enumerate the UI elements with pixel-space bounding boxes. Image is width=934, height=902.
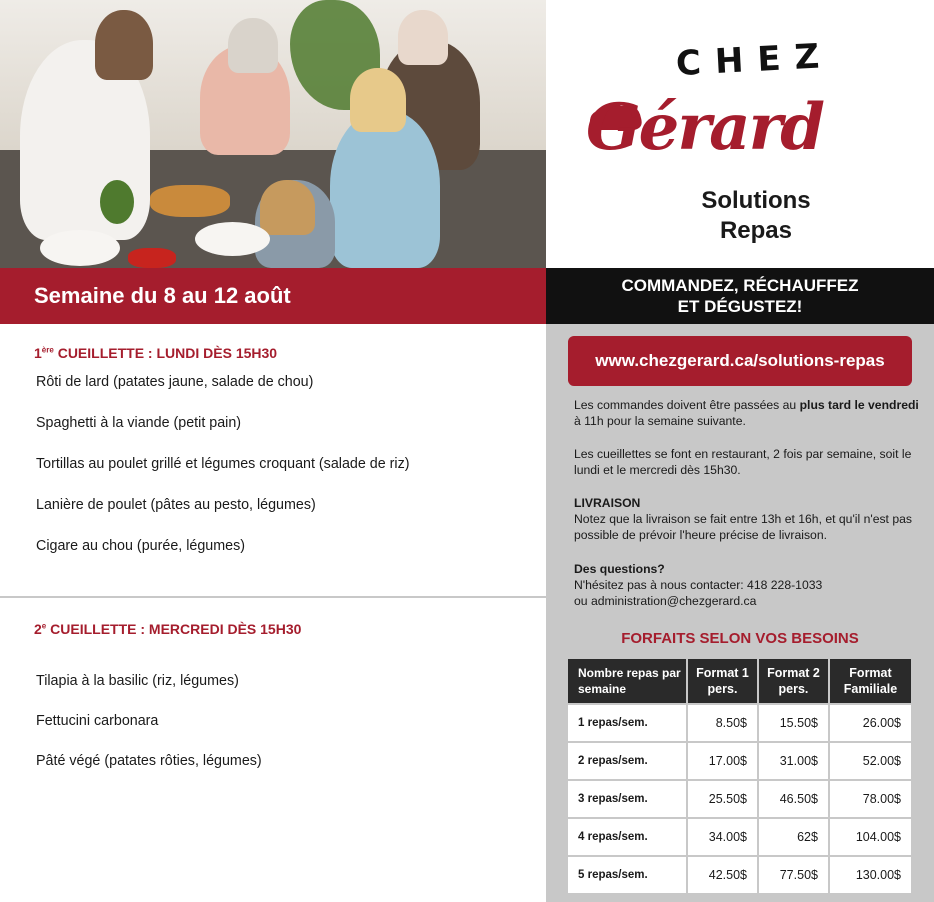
logo-tagline-line1: Solutions	[701, 187, 811, 214]
pricing-row-label: 5 repas/sem.	[568, 857, 686, 893]
pricing-cell: 34.00$	[688, 819, 757, 855]
pricing-row	[568, 857, 911, 893]
pricing-row	[568, 743, 911, 779]
logo-tagline-line2: Repas	[719, 217, 793, 244]
pricing-table	[566, 657, 913, 895]
pricing-cell: 78.00$	[830, 781, 911, 817]
pickup2-title-text: CUEILLETTE : MERCREDI DÈS 15H30	[46, 621, 302, 637]
pickup1-number: 1	[34, 345, 42, 361]
pricing-cell: 52.00$	[830, 743, 911, 779]
questions-section	[574, 561, 924, 609]
photo-person-man-head	[95, 10, 153, 80]
pricing-cell: 77.50$	[759, 857, 828, 893]
questions-email[interactable]: ou administration@chezgerard.ca	[574, 594, 757, 608]
photo-tomatoes	[128, 248, 176, 268]
photo-herbs	[100, 180, 134, 224]
photo-plate	[40, 230, 120, 266]
pricing-cell: 42.50$	[688, 857, 757, 893]
pricing-row	[568, 705, 911, 741]
logo-tagline	[688, 186, 824, 246]
pickup2-title	[34, 621, 301, 637]
week-banner	[0, 268, 546, 324]
pricing-cell: 46.50$	[759, 781, 828, 817]
chez-gerard-logo	[546, 0, 934, 268]
pricing-row	[568, 819, 911, 855]
photo-person-grandmother-head	[228, 18, 278, 73]
forfaits-title: FORFAITS SELON VOS BESOINS	[621, 630, 859, 647]
cta-line2: ET DÉGUSTEZ!	[677, 297, 803, 316]
pricing-cell: 8.50$	[688, 705, 757, 741]
photo-bread	[150, 185, 230, 217]
pickup2-number: 2	[34, 621, 42, 637]
delivery-title: LIVRAISON	[574, 496, 641, 510]
pickup1-title	[34, 345, 277, 361]
pickup1-title-text: CUEILLETTE : LUNDI DÈS 15H30	[53, 345, 278, 361]
questions-phone: N'hésitez pas à nous contacter: 418 228-1033	[574, 578, 823, 592]
photo-person-grandfather-head	[398, 10, 448, 65]
pricing-cell: 17.00$	[688, 743, 757, 779]
pricing-header-meals: Nombre repas par semaine	[568, 659, 686, 703]
pricing-cell: 104.00$	[830, 819, 911, 855]
pickup1-ordinal: ère	[41, 345, 54, 355]
menu-item: Tortillas au poulet grillé et légumes croquant (salade de riz)	[36, 456, 410, 472]
section-divider	[0, 596, 546, 598]
delivery-section	[574, 495, 924, 543]
photo-plate	[195, 222, 270, 256]
order-deadline-part2: à 11h pour la semaine suivante.	[574, 414, 746, 428]
pricing-cell: 31.00$	[759, 743, 828, 779]
pricing-row-label: 4 repas/sem.	[568, 819, 686, 855]
menu-item: Pâté végé (patates rôties, légumes)	[36, 753, 262, 769]
menu-item: Rôti de lard (patates jaune, salade de chou)	[36, 374, 314, 390]
pricing-row-label: 1 repas/sem.	[568, 705, 686, 741]
pickup-info-text: Les cueillettes se font en restaurant, 2 fois par semaine, soit le lundi et le mercredi dès 15h30.	[574, 447, 912, 477]
pricing-cell: 62$	[759, 819, 828, 855]
menu-item: Spaghetti à la viande (petit pain)	[36, 415, 242, 431]
cta-banner	[546, 268, 934, 324]
pricing-row-label: 3 repas/sem.	[568, 781, 686, 817]
photo-person-child-head	[260, 180, 315, 235]
website-link-button[interactable]: www.chezgerard.ca/solutions-repas	[568, 336, 912, 386]
week-title: Semaine du 8 au 12 août	[34, 283, 291, 308]
pricing-row	[568, 781, 911, 817]
logo-chez-text: CHEZ	[675, 35, 835, 85]
pricing-header-1pers: Format 1 pers.	[688, 659, 757, 703]
menu-item: Cigare au chou (purée, légumes)	[36, 538, 246, 554]
questions-title: Des questions?	[574, 562, 665, 576]
logo-gerard-text: Gérard	[586, 90, 824, 165]
menu-item: Tilapia à la basilic (riz, légumes)	[36, 673, 239, 689]
pricing-cell: 15.50$	[759, 705, 828, 741]
pricing-cell: 26.00$	[830, 705, 911, 741]
pickup2-ordinal: e	[41, 621, 47, 631]
pricing-header-2pers: Format 2 pers.	[759, 659, 828, 703]
photo-person-woman-head	[350, 68, 406, 132]
pricing-row-label: 2 repas/sem.	[568, 743, 686, 779]
pricing-header-family: Format Familiale	[830, 659, 911, 703]
info-panel	[546, 324, 934, 902]
photo-person-woman	[330, 110, 440, 268]
menu-item: Fettucini carbonara	[36, 713, 159, 729]
cta-line1: COMMANDEZ, RÉCHAUFFEZ	[621, 276, 859, 295]
menu-item: Lanière de poulet (pâtes au pesto, légumes)	[36, 497, 316, 513]
pricing-cell: 130.00$	[830, 857, 911, 893]
pricing-cell: 25.50$	[688, 781, 757, 817]
order-deadline-part1: Les commandes doivent être passées au	[574, 398, 800, 412]
family-dinner-photo	[0, 0, 546, 268]
delivery-text: Notez que la livraison se fait entre 13h et 16h, et qu'il n'est pas possible de prévoir l'heure précise de livraison.	[574, 512, 912, 542]
pricing-header-row	[568, 659, 911, 703]
order-deadline-emphasis: plus tard le vendredi	[799, 398, 919, 412]
order-deadline-text	[574, 397, 924, 429]
